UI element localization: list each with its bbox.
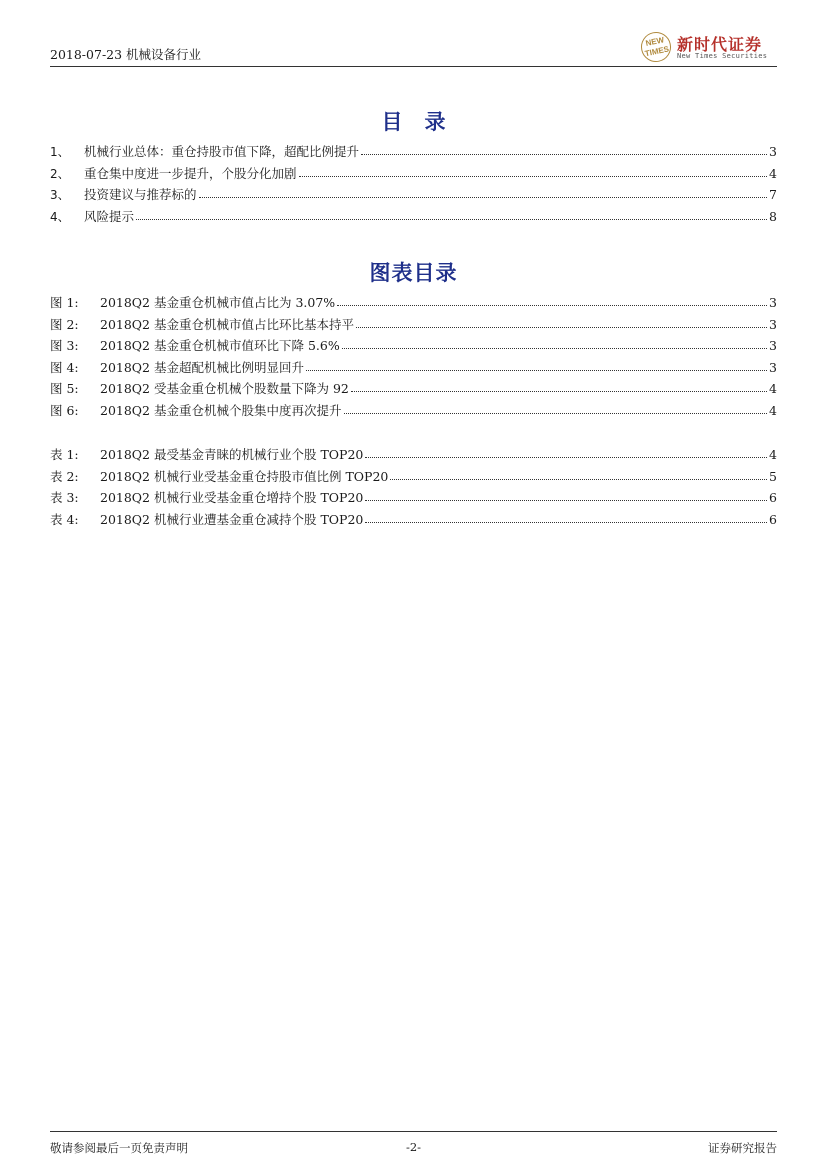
figure-entry[interactable] [50, 358, 777, 380]
figure-entry[interactable] [50, 379, 777, 401]
report-date-industry: 2018-07-23 机械设备行业 [50, 47, 202, 62]
figure-entry-label: 2018Q2 基金重仓机械个股集中度再次提升 [100, 402, 342, 418]
dot-leader [365, 448, 767, 458]
toc-entry-label: 风险提示 [84, 208, 135, 224]
table-entry-page: 5 [769, 468, 777, 484]
dot-leader [199, 188, 767, 198]
figure-entry-page: 4 [769, 381, 777, 396]
table-entry[interactable] [50, 445, 777, 467]
figure-entry-page: 3 [769, 359, 777, 375]
dot-leader [365, 491, 767, 501]
table-entry-page: 4 [769, 447, 777, 462]
company-logo [637, 30, 777, 64]
toc-entry-page: 3 [769, 144, 777, 159]
figure-entry-number: 图 1: [50, 295, 79, 310]
figure-entry-label: 2018Q2 基金超配机械比例明显回升 [100, 359, 304, 375]
figure-entry-page: 4 [769, 402, 777, 418]
dot-leader [390, 470, 767, 480]
figure-entry[interactable] [50, 315, 777, 337]
table-entry-label: 2018Q2 机械行业受基金重仓增持个股 TOP20 [100, 490, 364, 505]
table-entry-number: 表 3: [50, 490, 79, 505]
toc-entry-label: 投资建议与推荐标的 [84, 187, 197, 202]
table-entry-label: 2018Q2 机械行业受基金重仓持股市值比例 TOP20 [100, 468, 389, 484]
toc-entry[interactable] [50, 142, 777, 164]
toc-entry-number: 1、 [50, 145, 70, 159]
figure-entry-page: 3 [769, 295, 777, 310]
table-entry-page: 6 [769, 511, 777, 527]
toc-entry-number: 2、 [50, 166, 70, 181]
figure-list [50, 293, 777, 422]
figure-entry[interactable] [50, 336, 777, 358]
toc-entry-page: 4 [769, 165, 777, 181]
page-number: -2- [405, 1140, 422, 1154]
figure-entry-label: 2018Q2 基金重仓机械市值占比为 3.07% [100, 295, 336, 310]
toc-entry[interactable] [50, 207, 777, 229]
table-entry[interactable] [50, 488, 777, 510]
table-entry-number: 表 4: [50, 511, 79, 527]
dot-leader [299, 167, 767, 177]
figure-entry[interactable] [50, 401, 777, 423]
figure-entry-label: 2018Q2 基金重仓机械市值环比下降 5.6% [100, 338, 340, 353]
page-header [50, 30, 777, 67]
page-footer [50, 1131, 777, 1156]
figure-entry-page: 3 [769, 338, 777, 353]
figure-entry-page: 3 [769, 316, 777, 332]
figure-entry-number: 图 6: [50, 402, 79, 418]
table-entry[interactable] [50, 510, 777, 532]
toc-entry-number: 3、 [50, 188, 70, 202]
table-entry-number: 表 1: [50, 447, 79, 462]
disclaimer-note: 敬请参阅最后一页免责声明 [50, 1141, 188, 1155]
logo-emblem-icon: NEW TIMES [638, 29, 674, 65]
figure-entry-number: 图 5: [50, 381, 79, 396]
toc-entry[interactable] [50, 164, 777, 186]
table-entry[interactable] [50, 467, 777, 489]
table-entry-number: 表 2: [50, 468, 79, 484]
figure-entry-number: 图 2: [50, 316, 79, 332]
dot-leader [361, 145, 767, 155]
toc-entry-number: 4、 [50, 209, 70, 224]
toc-entry[interactable] [50, 185, 777, 207]
figure-entry-number: 图 4: [50, 359, 79, 375]
table-entry-label: 2018Q2 机械行业遭基金重仓减持个股 TOP20 [100, 511, 364, 527]
dot-leader [365, 513, 767, 523]
logo-chinese-name: 新时代证券 [677, 35, 763, 54]
table-entry-label: 2018Q2 最受基金青睐的机械行业个股 TOP20 [100, 447, 364, 462]
toc-heading: 目录 [381, 110, 468, 134]
table-entry-page: 6 [769, 490, 777, 505]
toc-entry-page: 8 [769, 208, 777, 224]
figure-entry-label: 2018Q2 受基金重仓机械个股数量下降为 92 [100, 381, 349, 396]
dot-leader [351, 382, 767, 392]
dot-leader [337, 296, 767, 306]
dot-leader [306, 361, 767, 371]
figures-heading: 图表目录 [369, 261, 458, 285]
toc-list [50, 142, 777, 228]
dot-leader [356, 318, 767, 328]
figure-entry-number: 图 3: [50, 338, 79, 353]
figure-entry-label: 2018Q2 基金重仓机械市值占比环比基本持平 [100, 316, 354, 332]
logo-english-name: New Times Securities [677, 52, 768, 60]
toc-entry-label: 机械行业总体：重仓持股市值下降，超配比例提升 [84, 144, 360, 159]
dot-leader [342, 339, 767, 349]
toc-entry-page: 7 [769, 187, 777, 202]
dot-leader [344, 404, 768, 414]
dot-leader [136, 210, 767, 220]
figure-entry[interactable] [50, 293, 777, 315]
toc-entry-label: 重仓集中度进一步提升，个股分化加剧 [84, 165, 297, 181]
table-list [50, 445, 777, 531]
report-type: 证券研究报告 [708, 1141, 777, 1155]
